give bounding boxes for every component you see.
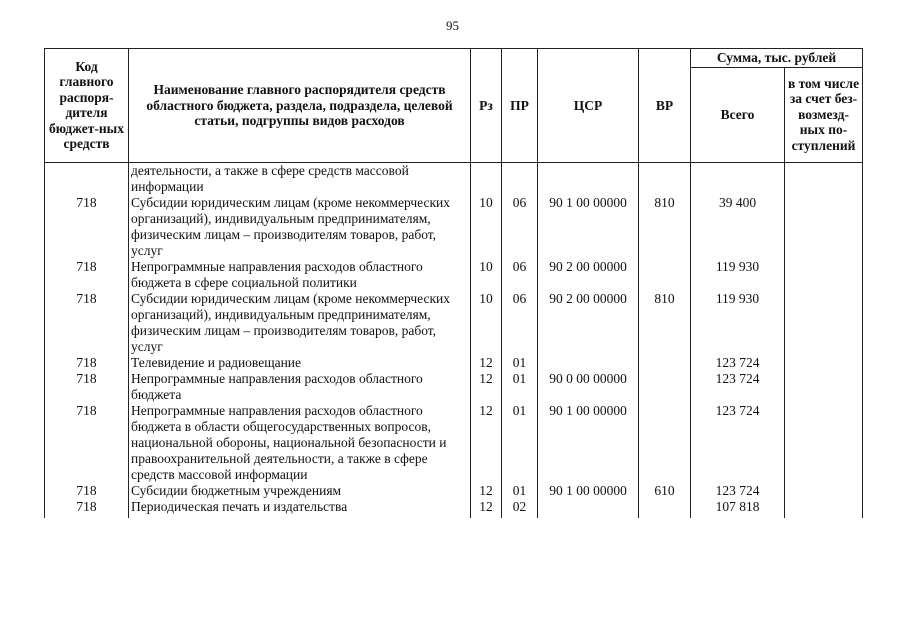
row-total: 107 818 <box>691 499 785 515</box>
budget-table <box>44 48 863 518</box>
row-total <box>691 162 785 195</box>
spacer-cell <box>538 515 639 518</box>
row-pr: 06 <box>502 291 538 355</box>
row-rz: 12 <box>471 499 502 515</box>
row-code: 718 <box>45 499 129 515</box>
table-body <box>45 162 863 518</box>
row-free-receipts <box>785 162 863 195</box>
row-code: 718 <box>45 195 129 259</box>
spacer-cell <box>129 515 471 518</box>
row-code: 718 <box>45 403 129 483</box>
row-rz: 12 <box>471 355 502 371</box>
row-total: 39 400 <box>691 195 785 259</box>
table-row <box>45 259 863 291</box>
row-vr <box>639 259 691 291</box>
row-name: деятельности, а также в сфере средств массовой информации <box>129 162 471 195</box>
row-csr: 90 2 00 00000 <box>538 259 639 291</box>
table-row <box>45 483 863 499</box>
row-pr: 01 <box>502 403 538 483</box>
row-csr <box>538 162 639 195</box>
row-csr: 90 0 00 00000 <box>538 371 639 403</box>
spacer-cell <box>691 515 785 518</box>
row-csr <box>538 355 639 371</box>
row-csr <box>538 499 639 515</box>
row-rz: 12 <box>471 483 502 499</box>
table-row <box>45 403 863 483</box>
header-total: Всего <box>691 67 785 162</box>
header-pr: ПР <box>502 49 538 163</box>
row-total: 123 724 <box>691 483 785 499</box>
spacer-cell <box>471 515 502 518</box>
row-vr <box>639 403 691 483</box>
row-total: 123 724 <box>691 355 785 371</box>
header-csr: ЦСР <box>538 49 639 163</box>
row-rz: 10 <box>471 259 502 291</box>
row-name: Субсидии юридическим лицам (кроме некоммерческих организаций), индивидуальным предпринимателям, физическим лицам – производителям товаров, работ, услуг <box>129 291 471 355</box>
row-pr: 06 <box>502 259 538 291</box>
row-free-receipts <box>785 259 863 291</box>
row-vr: 810 <box>639 195 691 259</box>
row-free-receipts <box>785 371 863 403</box>
row-code: 718 <box>45 291 129 355</box>
row-rz: 12 <box>471 403 502 483</box>
row-free-receipts <box>785 291 863 355</box>
row-total: 119 930 <box>691 259 785 291</box>
header-vr: ВР <box>639 49 691 163</box>
row-free-receipts <box>785 499 863 515</box>
table-row <box>45 291 863 355</box>
row-name: Субсидии бюджетным учреждениям <box>129 483 471 499</box>
header-name: Наименование главного распорядителя средств областного бюджета, раздела, подраздела, целевой статьи, подгруппы видов расходов <box>129 49 471 163</box>
row-rz: 10 <box>471 291 502 355</box>
row-free-receipts <box>785 355 863 371</box>
spacer-cell <box>502 515 538 518</box>
row-csr: 90 1 00 00000 <box>538 403 639 483</box>
row-code: 718 <box>45 355 129 371</box>
row-free-receipts <box>785 195 863 259</box>
header-code: Код главного распоря-дителя бюджет-ных средств <box>45 49 129 163</box>
row-free-receipts <box>785 483 863 499</box>
table-row <box>45 162 863 195</box>
row-vr <box>639 499 691 515</box>
row-total: 119 930 <box>691 291 785 355</box>
header-sum-group: Сумма, тыс. рублей <box>691 49 863 68</box>
spacer-cell <box>785 515 863 518</box>
row-pr: 01 <box>502 355 538 371</box>
row-pr: 01 <box>502 371 538 403</box>
row-total: 123 724 <box>691 403 785 483</box>
spacer-cell <box>45 515 129 518</box>
row-vr <box>639 162 691 195</box>
header-free-receipts: в том числе за счет без-возмезд-ных по-ступлений <box>785 67 863 162</box>
row-code: 718 <box>45 483 129 499</box>
row-free-receipts <box>785 403 863 483</box>
row-total: 123 724 <box>691 371 785 403</box>
row-pr: 06 <box>502 195 538 259</box>
row-name: Непрограммные направления расходов областного бюджета в области общегосударственных вопросов, национальной обороны, национальной безопасности и правоохранительной деятельности, а также в сфере средств массовой информации <box>129 403 471 483</box>
table-row-spacer <box>45 515 863 518</box>
table-row <box>45 499 863 515</box>
row-rz: 10 <box>471 195 502 259</box>
header-rz: Рз <box>471 49 502 163</box>
row-name: Субсидии юридическим лицам (кроме некоммерческих организаций), индивидуальным предпринимателям, физическим лицам – производителям товаров, работ, услуг <box>129 195 471 259</box>
row-pr: 02 <box>502 499 538 515</box>
table-header <box>45 49 863 163</box>
row-csr: 90 2 00 00000 <box>538 291 639 355</box>
row-name: Непрограммные направления расходов областного бюджета в сфере социальной политики <box>129 259 471 291</box>
row-rz <box>471 162 502 195</box>
row-code: 718 <box>45 259 129 291</box>
page-number: 95 <box>446 18 459 33</box>
row-vr: 810 <box>639 291 691 355</box>
table-row <box>45 195 863 259</box>
row-csr: 90 1 00 00000 <box>538 483 639 499</box>
row-csr: 90 1 00 00000 <box>538 195 639 259</box>
row-pr: 01 <box>502 483 538 499</box>
row-code <box>45 162 129 195</box>
row-code: 718 <box>45 371 129 403</box>
spacer-cell <box>639 515 691 518</box>
row-pr <box>502 162 538 195</box>
row-name: Непрограммные направления расходов областного бюджета <box>129 371 471 403</box>
table-row <box>45 371 863 403</box>
row-vr: 610 <box>639 483 691 499</box>
row-vr <box>639 371 691 403</box>
row-vr <box>639 355 691 371</box>
row-name: Периодическая печать и издательства <box>129 499 471 515</box>
table-row <box>45 355 863 371</box>
row-name: Телевидение и радиовещание <box>129 355 471 371</box>
row-rz: 12 <box>471 371 502 403</box>
